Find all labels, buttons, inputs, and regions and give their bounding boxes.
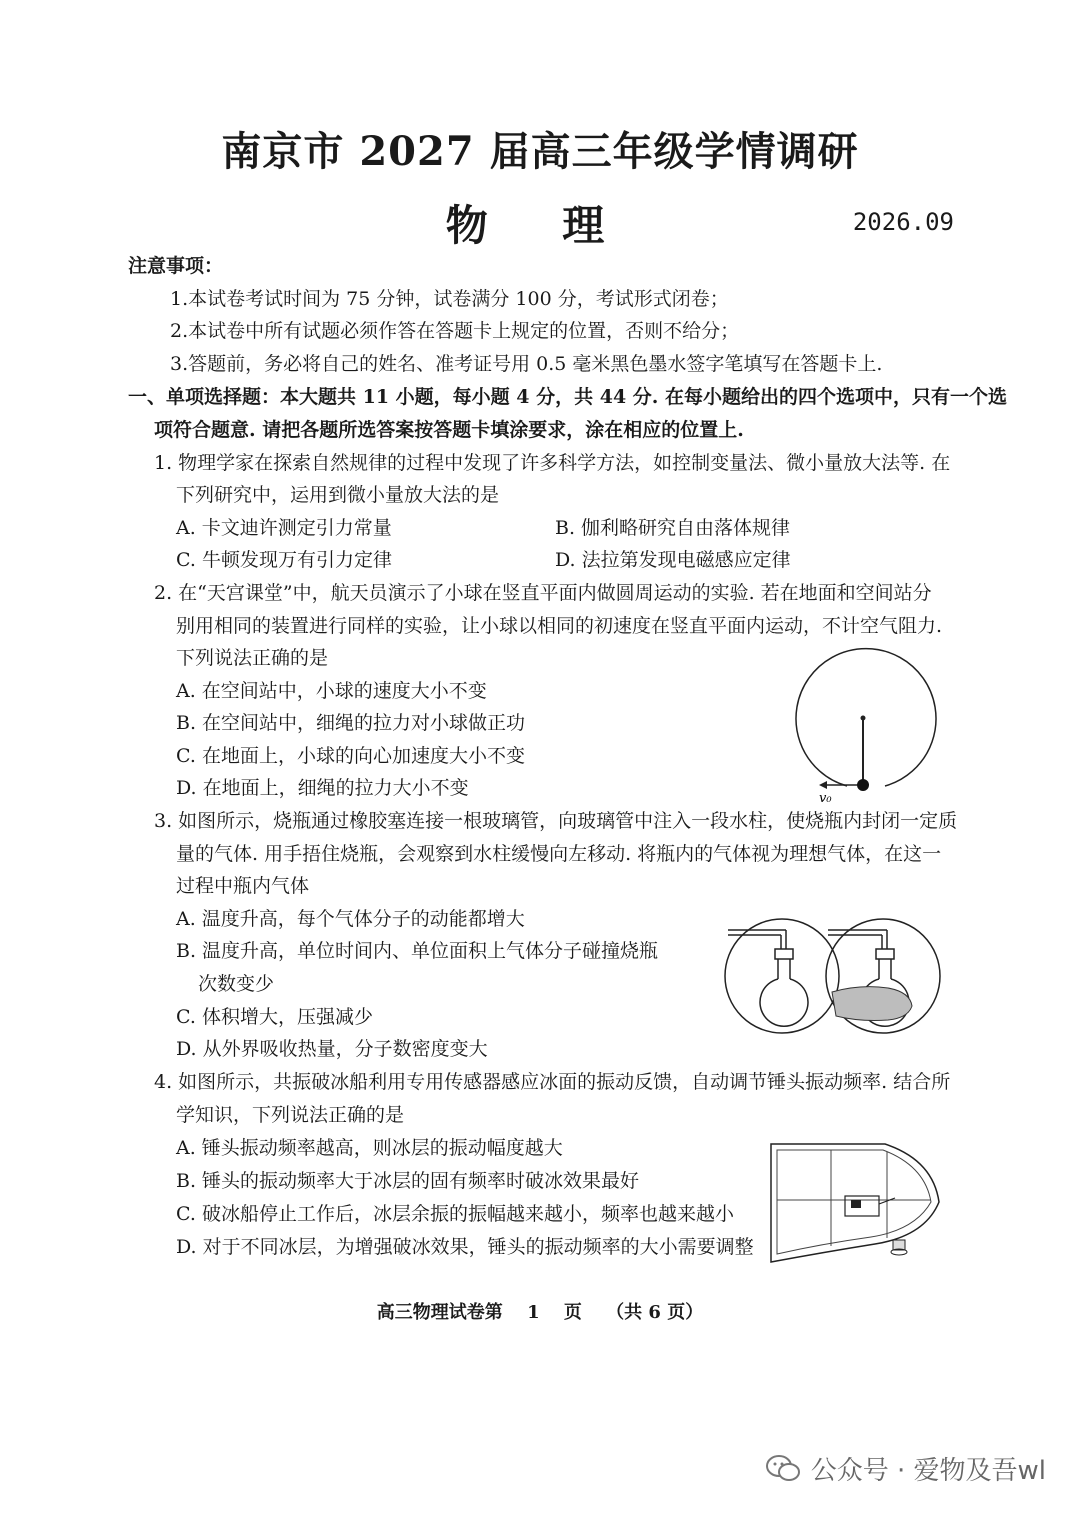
q3-option-a: A. 温度升高，每个气体分子的动能都增大 [176, 908, 525, 930]
q3-stem-cont: 量的气体. 用手捂住烧瓶，会观察到水柱缓慢向左移动. 将瓶内的气体视为理想气体，在这一 [176, 843, 942, 865]
ball [857, 779, 869, 791]
q2-option-a: A. 在空间站中，小球的速度大小不变 [176, 680, 487, 702]
circle-path [796, 649, 936, 786]
watermark-text: 公众号 · 爱物及吾wl [810, 1456, 1046, 1486]
q3-flask-figure [720, 914, 950, 1038]
footer-page-word: 页 [563, 1302, 582, 1323]
q4-option-b: B. 锤头的振动频率大于冰层的固有频率时破冰效果最好 [176, 1170, 640, 1192]
arrow-head [819, 781, 827, 789]
watermark [765, 1450, 1046, 1487]
q2-option-c: C. 在地面上，小球的向心加速度大小不变 [176, 745, 525, 767]
notes-heading: 注意事项： [128, 255, 224, 277]
q4-icebreaker-figure [765, 1140, 945, 1270]
q4-option-d: D. 对于不同冰层，为增强破冰效果，锤头的振动频率的大小需要调整 [176, 1236, 754, 1258]
q3-option-b-cont: 次数变少 [198, 973, 275, 995]
wechat-icon [765, 1454, 801, 1484]
q2-stem-cont: 下列说法正确的是 [176, 647, 329, 669]
q1-option-b: B. 伽利略研究自由落体规律 [555, 517, 791, 539]
section-heading-cont: 项符合题意. 请把各题所选答案按答题卡填涂要求，涂在相应的位置上. [154, 419, 744, 441]
exam-title: 南京市 2027 届高三年级学情调研 [221, 128, 859, 175]
q3-stem: 3. 如图所示，烧瓶通过橡胶塞连接一根玻璃管，向玻璃管中注入一段水柱，使烧瓶内封闭一定质 [154, 810, 958, 832]
footer-page-number: 1 [527, 1302, 540, 1323]
note-item: 3.答题前，务必将自己的姓名、准考证号用 0.5 毫米黑色墨水签字笔填写在答题卡上. [170, 353, 883, 375]
q2-option-b: B. 在空间站中，细绳的拉力对小球做正功 [176, 712, 526, 734]
hand-illustration [832, 987, 912, 1021]
subject-title: 物 理 [445, 201, 635, 250]
q4-option-a: A. 锤头振动频率越高，则冰层的振动幅度越大 [176, 1137, 563, 1159]
footer-prefix: 高三物理试卷第 [376, 1302, 503, 1323]
q4-stem: 4. 如图所示，共振破冰船利用专用传感器感应冰面的振动反馈，自动调节锤头振动频率. 结合所 [154, 1071, 951, 1093]
footer-total-pages: （共 6 页） [606, 1302, 704, 1323]
q4-stem-cont: 学知识，下列说法正确的是 [176, 1104, 405, 1126]
q1-option-a: A. 卡文迪许测定引力常量 [176, 517, 392, 539]
q1-stem: 1. 物理学家在探索自然规律的过程中发现了许多科学方法，如控制变量法、微小量放大法等. 在 [154, 452, 951, 474]
q1-option-c: C. 牛顿发现万有引力定律 [176, 549, 392, 571]
q1-stem-cont: 下列研究中，运用到微小量放大法的是 [176, 484, 500, 506]
note-item: 1.本试卷考试时间为 75 分钟，试卷满分 100 分，考试形式闭卷； [170, 288, 729, 310]
v0-label: v₀ [819, 791, 832, 806]
exam-date: 2026.09 [852, 208, 954, 236]
note-item: 2.本试卷中所有试题必须作答在答题卡上规定的位置，否则不给分； [170, 320, 740, 342]
q3-option-c: C. 体积增大，压强减少 [176, 1006, 373, 1028]
section-heading: 一、单项选择题：本大题共 11 小题，每小题 4 分，共 44 分. 在每小题给出的四个选项中，只有一个选 [128, 386, 1008, 408]
q2-circle-figure [785, 640, 945, 810]
q2-stem-cont: 别用相同的装置进行同样的实验，让小球以相同的初速度在竖直平面内运动，不计空气阻力. [176, 615, 943, 637]
q3-stem-cont: 过程中瓶内气体 [176, 875, 310, 897]
q3-option-d: D. 从外界吸收热量，分子数密度变大 [176, 1038, 488, 1060]
q3-option-b: B. 温度升高，单位时间内、单位面积上气体分子碰撞烧瓶 [176, 940, 659, 962]
q4-option-c: C. 破冰船停止工作后，冰层余振的振幅越来越小，频率也越来越小 [176, 1203, 734, 1225]
pivot [861, 716, 866, 721]
left-circle [725, 919, 839, 1033]
q2-option-d: D. 在地面上，细绳的拉力大小不变 [176, 777, 469, 799]
q2-stem: 2. 在“天宫课堂”中，航天员演示了小球在竖直平面内做圆周运动的实验. 若在地面和空间站分 [154, 582, 932, 604]
page-footer [0, 1298, 1080, 1324]
q1-option-d: D. 法拉第发现电磁感应定律 [555, 549, 791, 571]
